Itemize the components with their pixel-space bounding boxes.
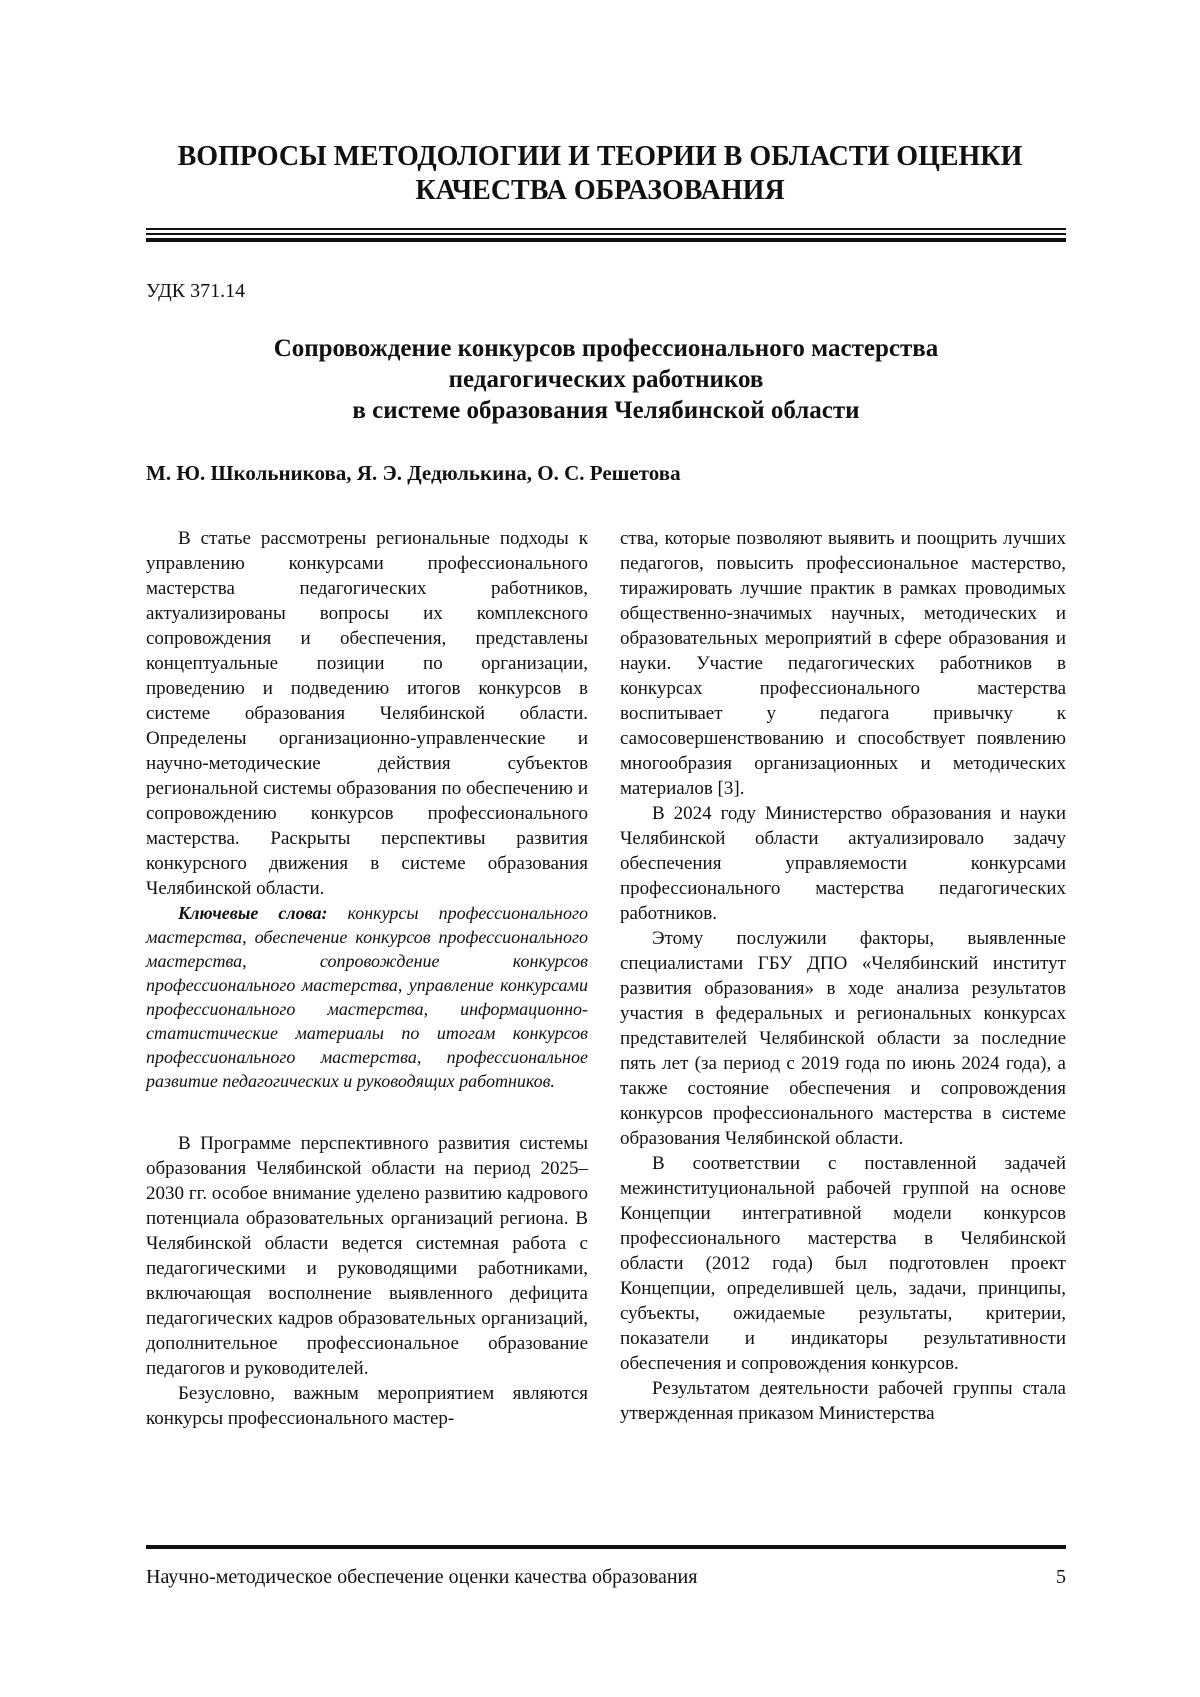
- body-paragraph: Этому послужили факторы, выявленные специалистами ГБУ ДПО «Челябинский институт развития образования» в ходе анализа результатов участия в федеральных и региональных конкурсах представителей Челябинской области за последние пять лет (за период с 2019 года по июнь 2024 года), а также состояние обеспечения и сопровождения конкурсов профессионального мастерства в системе образования Челябинской области.: [620, 928, 1066, 1149]
- journal-name: Научно-методическое обеспечение оценки качества образования: [146, 1566, 698, 1588]
- udk-code: УДК 371.14: [146, 280, 246, 302]
- section-heading-line: ВОПРОСЫ МЕТОДОЛОГИИ И ТЕОРИИ В ОБЛАСТИ ОЦЕНКИ: [177, 141, 1023, 172]
- divider-line: [146, 233, 1066, 235]
- left-column: [146, 526, 588, 1431]
- body-paragraph: В соответствии с поставленной задачей межинституциональной рабочей группой на основе Концепции интегративной модели конкурсов профессионального мастерства в Челябинской области (2012 года) был подготовлен проект Концепции, определившей цель, задачи, принципы, субъекты, ожидаемые результаты, критерии, показатели и индикаторы результативности обеспечения и сопровождения конкурсов.: [620, 1153, 1066, 1374]
- page-number: 5: [1056, 1566, 1066, 1588]
- body-paragraph: ства, которые позволяют выявить и поощрить лучших педагогов, повысить профессиональное мастерство, тиражировать лучшие практик в рамках проводимых общественно-значимых научных, методических и образовательных мероприятий в сфере образования и науки. Участие педагогических работников в конкурсах профессионального мастерства воспитывает у педагога привычку к самосовершенствованию и способствует появлению многообразия организационных и методических материалов [3].: [620, 528, 1066, 799]
- section-heading-line: КАЧЕСТВА ОБРАЗОВАНИЯ: [415, 175, 785, 206]
- article-title-line: педагогических работников: [448, 366, 764, 393]
- keywords: [146, 901, 588, 1093]
- section-heading: [130, 140, 1070, 208]
- body-paragraph: Безусловно, важным мероприятием являются конкурсы профессионального мастер-: [146, 1383, 588, 1429]
- body-paragraph: В 2024 году Министерство образования и науки Челябинской области актуализировало задачу обеспечения управляемости конкурсами профессионального мастерства педагогических работников.: [620, 803, 1066, 924]
- right-column: [620, 526, 1066, 1426]
- header-divider: [146, 228, 1066, 245]
- authors: М. Ю. Школьникова, Я. Э. Дедюлькина, О. С. Решетова: [146, 461, 681, 485]
- divider-line: [146, 228, 1066, 230]
- article-title: [146, 333, 1066, 426]
- keywords-label: Ключевые слова:: [178, 903, 328, 923]
- footer-divider: [146, 1545, 1066, 1549]
- article-title-line: в системе образования Челябинской области: [352, 397, 860, 424]
- spacer: [146, 1093, 588, 1131]
- keywords-text: конкурсы профессионального мастерства, обеспечение конкурсов профессионального мастерства, сопровождение конкурсов профессионального мастерства, управление конкурсами профессионального мастерства, информационно-статистические материалы по итогам конкурсов профессионального мастерства, профессиональное развитие педагогических и руководящих работников.: [146, 903, 588, 1091]
- article-title-line: Сопровождение конкурсов профессионального мастерства: [273, 335, 939, 362]
- divider-line: [146, 238, 1066, 242]
- abstract: В статье рассмотрены региональные подходы к управлению конкурсами профессионального мастерства педагогических работников, актуализированы вопросы их комплексного сопровождения и обеспечения, представлены концептуальные позиции по организации, проведению и подведению итогов конкурсов в системе образования Челябинской области. Определены организационно-управленческие и научно-методические действия субъектов региональной системы образования по обеспечению и сопровождению конкурсов профессионального мастерства. Раскрыты перспективы развития конкурсного движения в системе образования Челябинской области.: [146, 528, 588, 899]
- body-paragraph: В Программе перспективного развития системы образования Челябинской области на период 2025–2030 гг. особое внимание уделено развитию кадрового потенциала образовательных организаций региона. В Челябинской области ведется системная работа с педагогическими и руководящими работниками, включающая восполнение выявленного дефицита педагогических кадров образовательных организаций, дополнительное профессиональное образование педагогов и руководителей.: [146, 1133, 588, 1379]
- body-paragraph: Результатом деятельности рабочей группы стала утвержденная приказом Министерства: [620, 1378, 1066, 1424]
